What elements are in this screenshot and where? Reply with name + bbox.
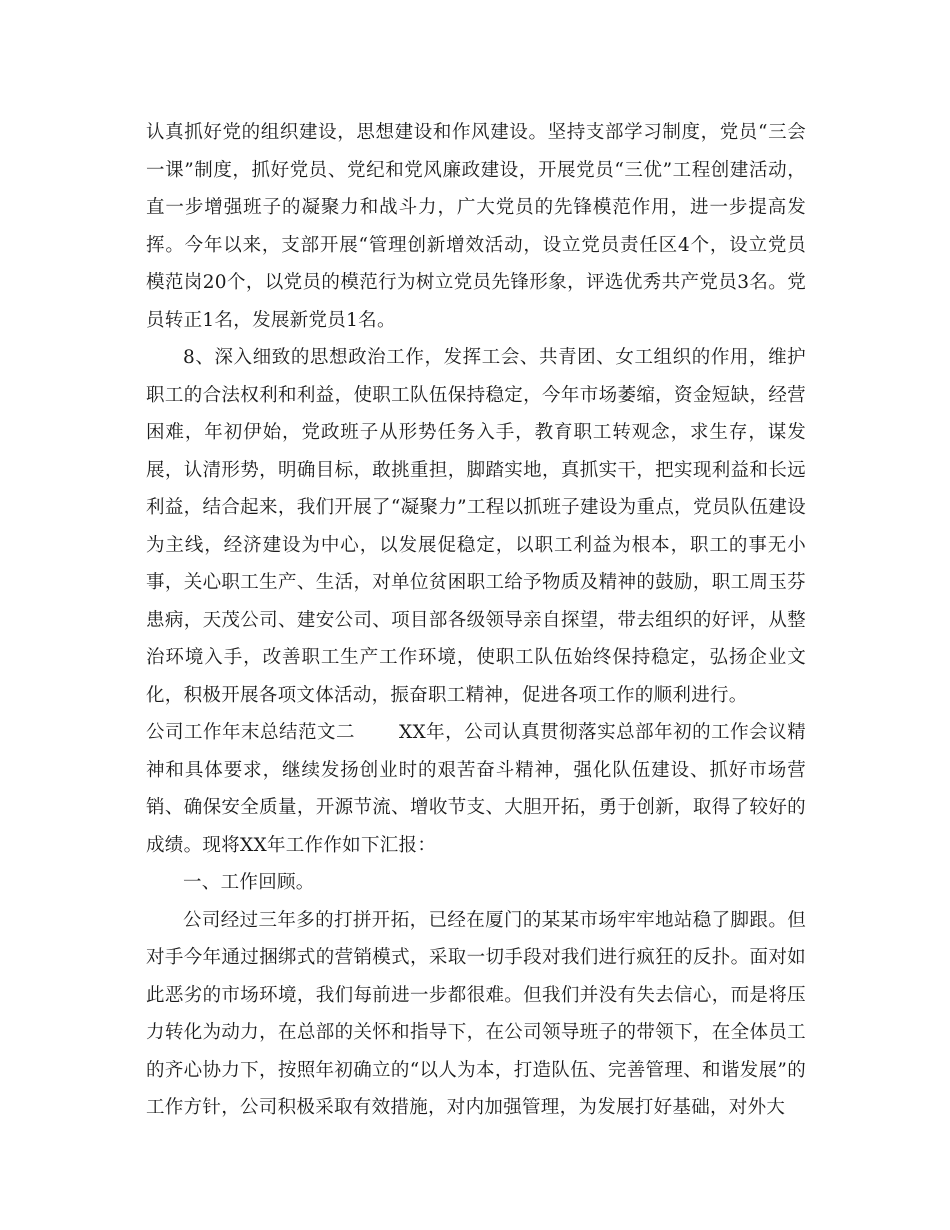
section-intro-text: XX年，公司认真贯彻落实总部年初的工作会议精神和具体要求，继续发扬创业时的艰苦奋斗精神，强化队伍建设、抓好市场营销、确保安全质量，开源节流、增收节支、大胆开拓，勇于创新，取得了较好的成绩。现将XX年工作作如下汇报： [146, 722, 806, 856]
document-body [146, 114, 806, 1127]
paragraph-section-intro [146, 714, 806, 864]
section-title: 公司工作年末总结范文二 [146, 722, 356, 743]
heading-work-review: 一、工作回顾。 [183, 872, 315, 893]
paragraph-political-work: 8、深入细致的思想政治工作，发挥工会、共青团、女工组织的作用，维护职工的合法权利和利益，使职工队伍保持稳定，今年市场萎缩，资金短缺，经营困难，年初伊始，党政班子从形势任务入手，教育职工转观念，求生存，谋发展，认清形势，明确目标，敢挑重担，脚踏实地，真抓实干，把实现利益和长远利益，结合起来，我们开展了“凝聚力”工程以抓班子建设为重点，党员队伍建设为主线，经济建设为中心，以发展促稳定，以职工利益为根本，职工的事无小事，关心职工生产、生活，对单位贫困职工给予物质及精神的鼓励，职工周玉芬患病，天茂公司、建安公司、项目部各级领导亲自探望，带去组织的好评，从整治环境入手，改善职工生产工作环境，使职工队伍始终保持稳定，弘扬企业文化，积极开展各项文体活动，振奋职工精神，促进各项工作的顺利进行。 [146, 347, 806, 706]
paragraph-work-review: 公司经过三年多的打拼开拓，已经在厦门的某某市场牢牢地站稳了脚跟。但对手今年通过捆绑式的营销模式，采取一切手段对我们进行疯狂的反扑。面对如此恶劣的市场环境，我们每前进一步都很难。但我们并没有失去信心，而是将压力转化为动力，在总部的关怀和指导下，在公司领导班子的带领下，在全体员工的齐心协力下，按照年初确立的“以人为本，打造队伍、完善管理、和谐发展”的工作方针，公司积极采取有效措施，对内加强管理，为发展打好基础，对外大 [146, 909, 806, 1118]
paragraph-party-building: 认真抓好党的组织建设，思想建设和作风建设。坚持支部学习制度，党员“三会一课”制度，抓好党员、党纪和党风廉政建设，开展党员“三优”工程创建活动，直一步增强班子的凝聚力和战斗力，广大党员的先锋模范作用，进一步提高发挥。今年以来，支部开展“管理创新增效活动，设立党员责任区4个，设立党员模范岗20个，以党员的模范行为树立党员先锋形象，评选优秀共产党员3名。党员转正1名，发展新党员1名。 [146, 122, 806, 331]
